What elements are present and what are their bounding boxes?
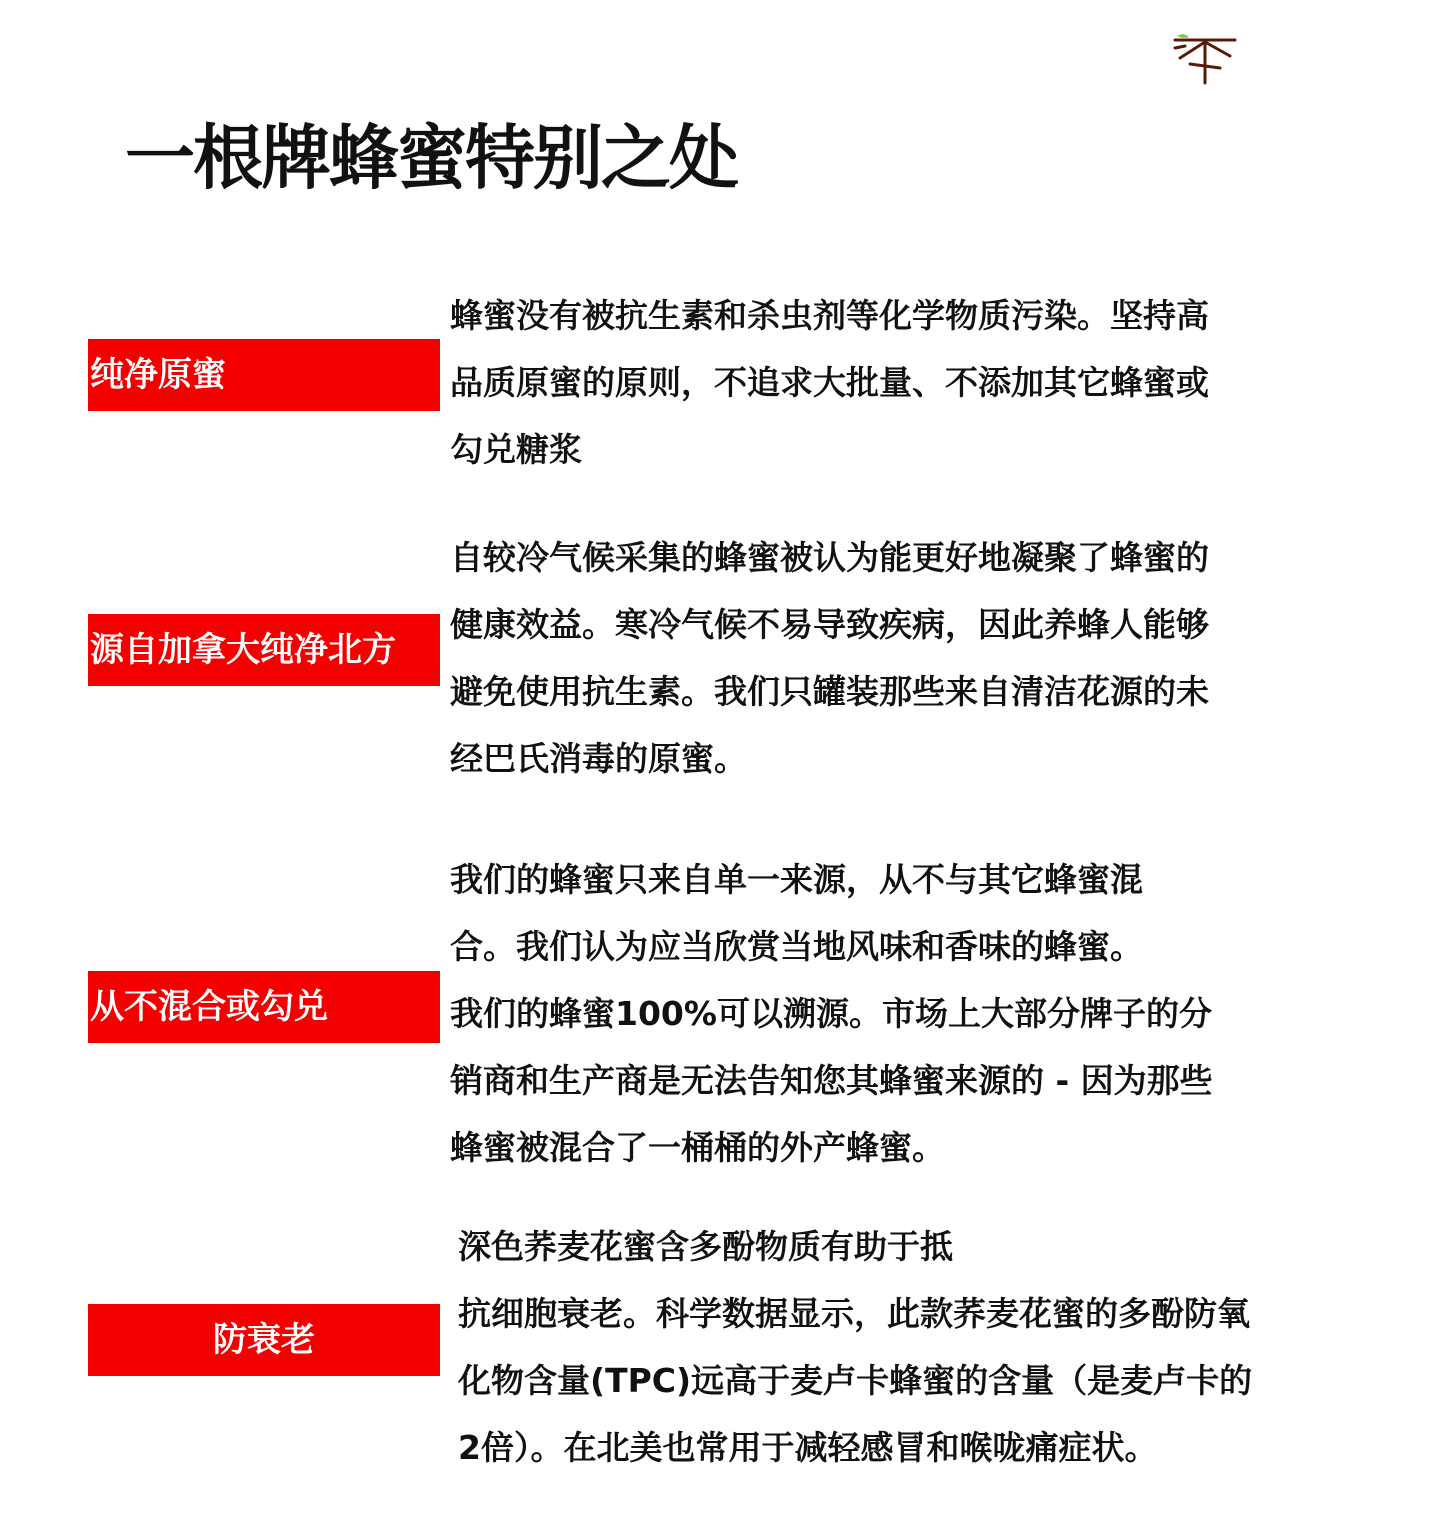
feature-label-canada-north: 源自加拿大纯净北方 [88, 614, 440, 686]
text-line: 避免使用抗生素。我们只罐装那些来自清洁花源的未 [450, 672, 1209, 711]
text-line: 蜂蜜被混合了一桶桶的外产蜂蜜。 [450, 1128, 945, 1167]
feature-label-never-blended: 从不混合或勾兑 [88, 971, 440, 1043]
feature-label-pure-raw: 纯净原蜜 [88, 339, 440, 411]
text-line: 健康效益。寒冷气候不易导致疾病，因此养蜂人能够 [450, 605, 1209, 644]
text-line: 抗细胞衰老。科学数据显示，此款荞麦花蜜的多酚防氧 [458, 1294, 1250, 1333]
text-line: 勾兑糖浆 [450, 430, 582, 469]
page-title: 一根牌蜂蜜特别之处 [125, 117, 737, 199]
text-line: 经巴氏消毒的原蜜。 [450, 739, 747, 778]
text-line: 我们的蜂蜜100%可以溯源。市场上大部分牌子的分 [450, 994, 1212, 1033]
feature-description-canada-north [450, 524, 1209, 792]
feature-label-anti-aging: 防衰老 [88, 1304, 440, 1376]
text-line: 合。我们认为应当欣赏当地风味和香味的蜂蜜。 [450, 927, 1143, 966]
text-line: 我们的蜂蜜只来自单一来源，从不与其它蜂蜜混 [450, 860, 1143, 899]
text-line: 品质原蜜的原则，不追求大批量、不添加其它蜂蜜或 [450, 363, 1209, 402]
root-tree-logo-icon [1165, 28, 1245, 88]
text-line: 蜂蜜没有被抗生素和杀虫剂等化学物质污染。坚持高 [450, 296, 1209, 335]
text-line: 2倍）。在北美也常用于减轻感冒和喉咙痛症状。 [458, 1428, 1158, 1467]
text-line: 化物含量(TPC)远高于麦卢卡蜂蜜的含量（是麦卢卡的 [458, 1361, 1253, 1400]
feature-description-never-blended [450, 846, 1213, 1181]
feature-description-anti-aging [458, 1213, 1252, 1481]
feature-description-pure-raw [450, 282, 1209, 483]
text-line: 深色荞麦花蜜含多酚物质有助于抵 [458, 1227, 953, 1266]
text-line: 自较冷气候采集的蜂蜜被认为能更好地凝聚了蜂蜜的 [450, 538, 1209, 577]
text-line: 销商和生产商是无法告知您其蜂蜜来源的 - 因为那些 [450, 1061, 1213, 1100]
